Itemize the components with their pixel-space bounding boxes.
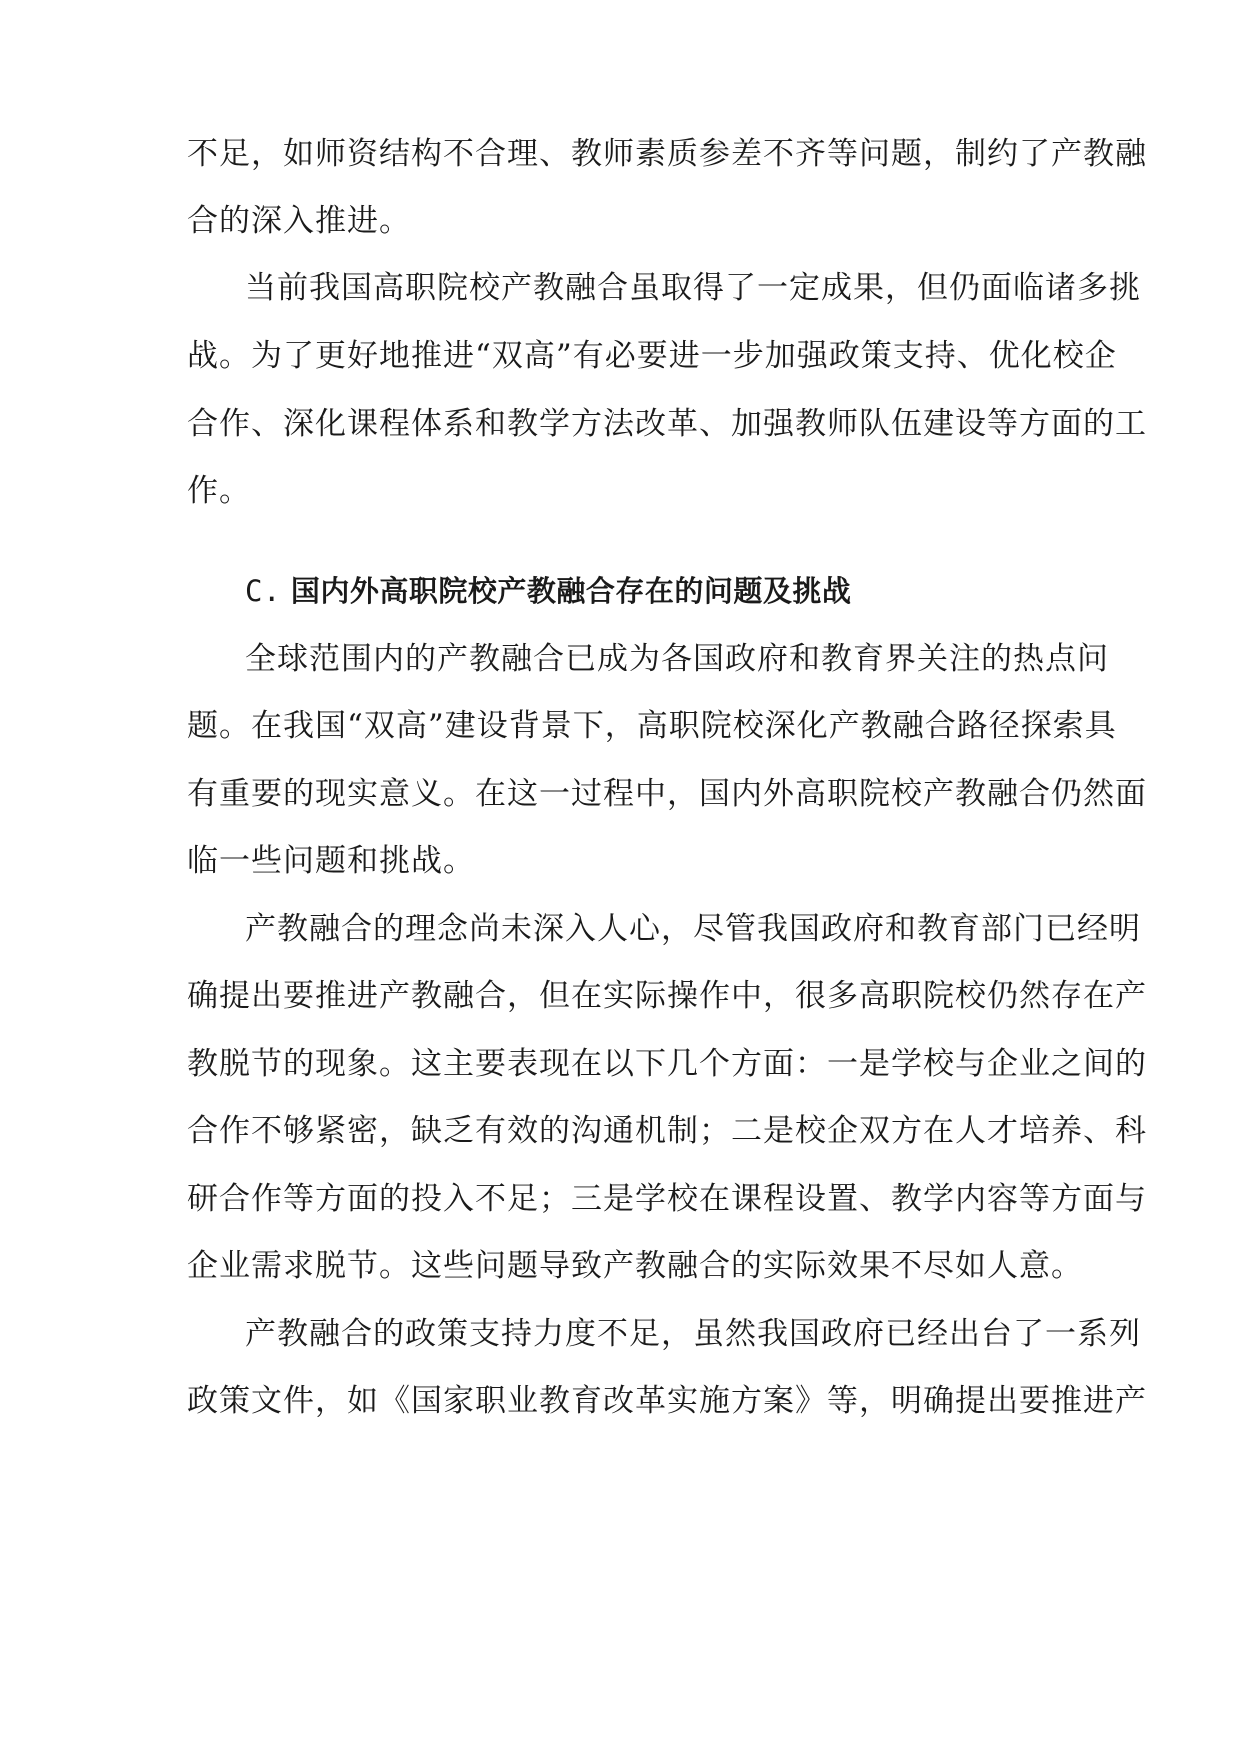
- text-line: 政策文件，如《国家职业教育改革实施方案》等，明确提出要推进产: [187, 1383, 1147, 1419]
- text-line: 作。: [187, 473, 251, 509]
- section-title: 国内外高职院校产教融合存在的问题及挑战: [290, 574, 852, 608]
- text-line: 题。在我国“双高”建设背景下，高职院校深化产教融合路径探索具: [187, 708, 1117, 744]
- section-number: C.: [245, 574, 281, 608]
- text-line: 确提出要推进产教融合，但在实际操作中，很多高职院校仍然存在产: [187, 978, 1147, 1014]
- text-line: 有重要的现实意义。在这一过程中，国内外高职院校产教融合仍然面: [187, 776, 1147, 812]
- text-line: 临一些问题和挑战。: [187, 843, 475, 879]
- text-line: 教脱节的现象。这主要表现在以下几个方面：一是学校与企业之间的: [187, 1046, 1147, 1082]
- text-line: 当前我国高职院校产教融合虽取得了一定成果，但仍面临诸多挑: [245, 270, 1141, 306]
- text-line: 不足，如师资结构不合理、教师素质参差不齐等问题，制约了产教融: [187, 136, 1147, 172]
- text-line: 合的深入推进。: [187, 203, 411, 239]
- text-line: 合作、深化课程体系和教学方法改革、加强教师队伍建设等方面的工: [187, 406, 1147, 442]
- text-line: 战。为了更好地推进“双高”有必要进一步加强政策支持、优化校企: [187, 338, 1117, 374]
- text-line: 合作不够紧密，缺乏有效的沟通机制；二是校企双方在人才培养、科: [187, 1113, 1147, 1149]
- text-line: 全球范围内的产教融合已成为各国政府和教育界关注的热点问: [245, 641, 1109, 677]
- section-heading: [245, 571, 1067, 611]
- text-line: 研合作等方面的投入不足；三是学校在课程设置、教学内容等方面与: [187, 1181, 1147, 1217]
- text-line: 企业需求脱节。这些问题导致产教融合的实际效果不尽如人意。: [187, 1248, 1083, 1284]
- text-line: 产教融合的政策支持力度不足，虽然我国政府已经出台了一系列: [245, 1316, 1141, 1352]
- text-line: 产教融合的理念尚未深入人心，尽管我国政府和教育部门已经明: [245, 911, 1141, 947]
